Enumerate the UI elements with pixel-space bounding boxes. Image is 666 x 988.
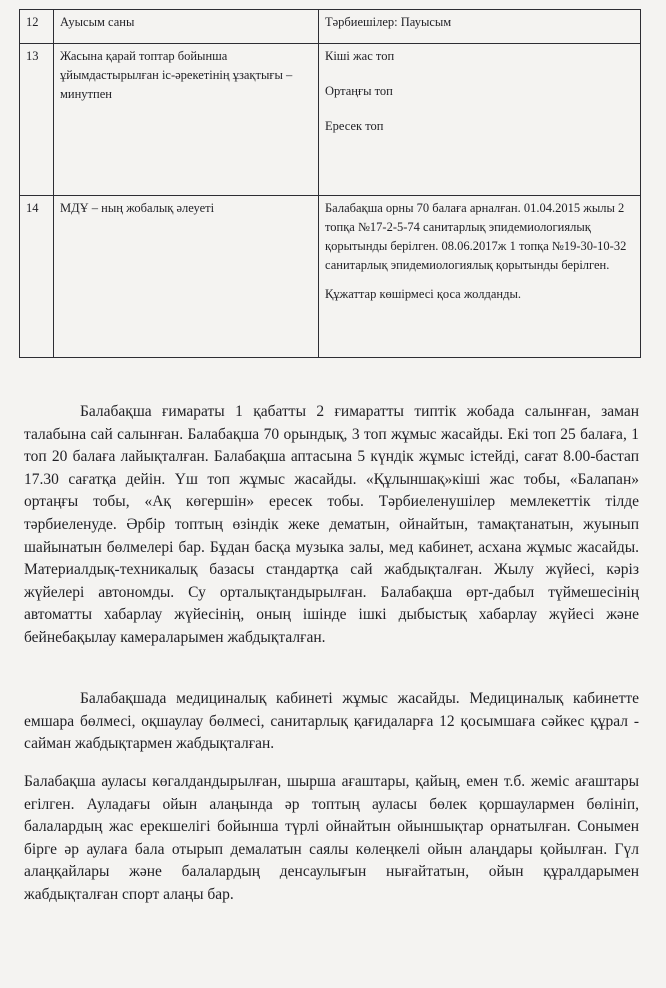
paragraph-yard: Балабақша ауласы көгалдандырылған, шырша ағаштары, қайың, емен т.б. жеміс ағаштары егілген. Ауладағы ойын алаңында әр топтың ауласы бөлек қоршаулармен бөлініп, балалардың жас ерекшелігі бойынша түрлі ойнайтын ойыншықтар орнатылған. Сонымен бірге әр аулаға бала отырып демалатын саялы көлеңкелі ойын алаңдары қойылған. Гүл алаңқайлары және балалардың денсаулығын нығайтатын, ойын құралдарымен жабдықталған спорт алаңы бар. [24, 773, 639, 903]
info-table [19, 9, 641, 358]
documents-note: Құжаттар көшірмесі қоса жолданды. [325, 287, 521, 301]
paragraph-building: Балабақша ғимараты 1 қабатты 2 ғимаратты типтік жобада салынған, заман талабына сай салынған. Балабақша 70 орындық, 3 топ жұмыс жасайды. Екі топ 25 балаға, 1 топ 20 балаға лайықталған. Балабақша аптасына 5 күндік жұмыс істейді, сағат 8.00-бастап 17.30 сағатқа дейін. Үш топ жұмыс жасайды. «Құлыншақ»кіші жас тобы, «Балапан» ортаңғы тобы, «Ақ көгершін» ересек тобы. Тәрбиеленушілер мемлекеттік тілде тәрбиеленуде. Әрбір топтың өзіндік жеке дематын, ойнайтын, тамақтанатын, жуынып шайынатын бөлмелері бар. Бұдан басқа музыка залы, мед кабинет, асхана жұмыс жасайды. Материалдық-техникалық базасы стандартқа сай жабдықталған. Жылу жүйесі, кәріз жүйелері автономды. Су орталықтандырылған. Балабақша өрт-дабыл түймешесінің автоматты хабарлау жүйесінің, оның ішінде ішкі дыбыстық хабарлау жүйесі және бейнебақылау камераларымен жабдықталған. [24, 403, 639, 646]
group-junior: Кіші жас топ [325, 49, 395, 63]
row-label: МДҰ – ның жобалық әлеуеті [54, 196, 319, 358]
capacity-text: Балабақша орны 70 балаға арналған. 01.04.2015 жылы 2 топқа №17-2-5-74 санитарлық эпидемиологиялық қорытынды берілген. 08.06.2017ж 1 топқа №19-30-10-32 санитарлық эпидемиологиялық қорытынды берілген. [325, 201, 627, 272]
paragraph-medical: Балабақшада медициналық кабинеті жұмыс жасайды. Медициналық кабинетте емшара бөлмесі, оқшаулау бөлмесі, санитарлық қағидаларға 12 қосымшаға сәйкес құрал - сайман жабдықтармен жабдықталған. [24, 690, 639, 753]
table-row [20, 196, 641, 358]
row-number: 13 [20, 44, 54, 196]
row-number: 12 [20, 10, 54, 44]
row-value [319, 196, 641, 358]
row-value [319, 44, 641, 196]
row-number: 14 [20, 196, 54, 358]
row-label: Ауысым саны [54, 10, 319, 44]
row-value: Тәрбиешілер: Пауысым [319, 10, 641, 44]
group-senior: Ересек топ [325, 119, 384, 133]
table-row [20, 44, 641, 196]
row-label: Жасына қарай топтар бойынша ұйымдастырылған іс-әрекетінің ұзақтығы – минутпен [54, 44, 319, 196]
group-middle: Ортаңғы топ [325, 84, 393, 98]
table-row [20, 10, 641, 44]
